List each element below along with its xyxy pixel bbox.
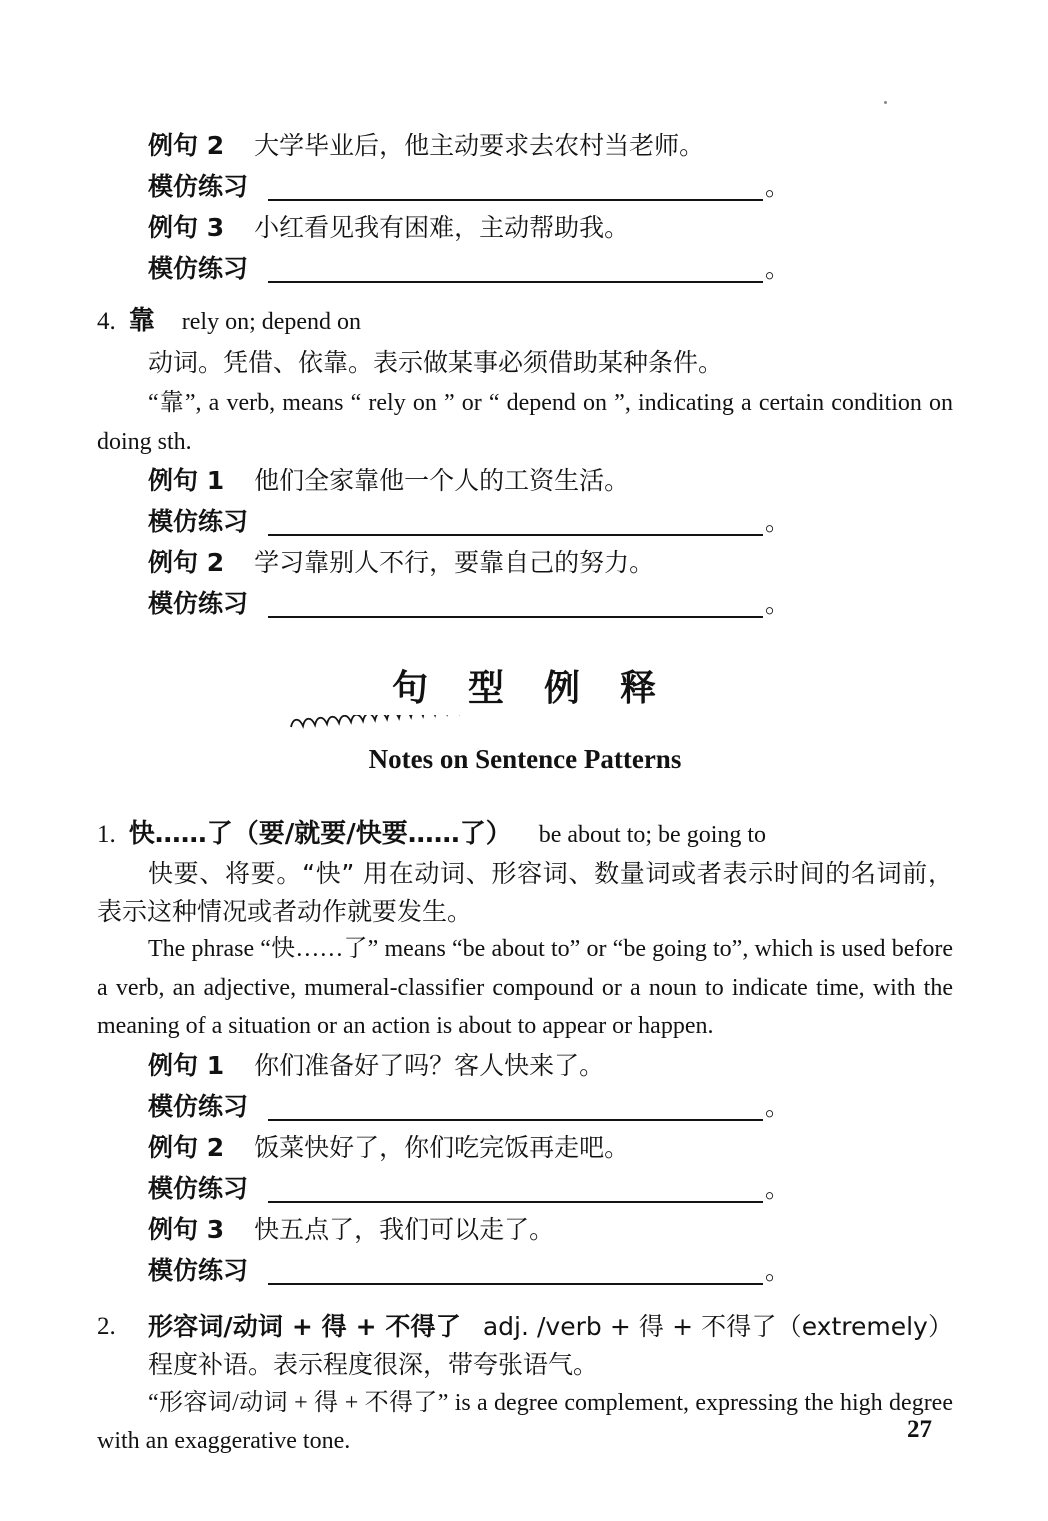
example-sentence: 大学毕业后，他主动要求去农村当老师。: [254, 131, 705, 160]
example-sentence: 学习靠别人不行，要靠自己的努力。: [254, 548, 655, 577]
practice-period: 。: [765, 1091, 791, 1121]
section-heading: [97, 300, 953, 342]
practice-row: [148, 1251, 953, 1292]
english-definition: “形容词/动词 + 得 + 不得了” is a degree complement, expressing the high degree with an exaggerative tone.: [97, 1389, 953, 1454]
section-4-kao: [97, 300, 953, 625]
practice-period: 。: [765, 507, 791, 536]
page-number: 27: [907, 1416, 932, 1443]
example-label: 例句 3: [148, 1214, 225, 1244]
squiggle-divider: [97, 715, 953, 736]
practice-label: 模仿练习: [148, 254, 249, 283]
practice-blank-line: [268, 616, 763, 618]
example-row: [148, 208, 953, 249]
note-2-budeliao: [97, 1308, 953, 1461]
practice-blank-line: [268, 281, 763, 283]
practice-blank-line: [268, 1283, 763, 1285]
squiggle-divider-icon: [290, 715, 760, 731]
practice-blank-line: [268, 199, 763, 201]
note-pattern: 形容词/动词 + 得 + 不得了: [148, 1311, 461, 1341]
example-sentence: 他们全家靠他一个人的工资生活。: [254, 466, 630, 495]
note-pattern: 快……了（要/就要/快要……了）: [128, 819, 512, 849]
note-pattern-description: adj. /verb + 得 + 不得了（extremely）程度补语。表示程度很深，带夸张语气。: [148, 1311, 953, 1379]
practice-label: 模仿练习: [148, 589, 249, 618]
example-sentence: 你们准备好了吗？客人快来了。: [254, 1050, 605, 1080]
example-label: 例句 1: [148, 466, 225, 495]
notes-english-title: Notes on Sentence Patterns: [368, 744, 682, 774]
practice-period: 。: [765, 254, 791, 283]
example-label: 例句 2: [148, 1132, 225, 1162]
example-label: 例句 2: [148, 548, 225, 577]
practice-label: 模仿练习: [148, 1255, 249, 1285]
note-heading: [97, 813, 953, 855]
practice-row: [148, 1087, 953, 1128]
practice-period: 。: [765, 1173, 791, 1203]
practice-blank-line: [268, 1119, 763, 1121]
note-number: 2.: [97, 1312, 116, 1340]
english-definition: “靠”, a verb, means “ rely on ” or “ depend on ”, indicating a certain condition on doing sth.: [97, 390, 953, 455]
practice-label: 模仿练习: [148, 1091, 249, 1121]
practice-period: 。: [765, 589, 791, 618]
previous-section-examples: [97, 0, 953, 290]
note-heading: [97, 1308, 953, 1384]
chinese-definition: 快要、将要。“快” 用在动词、形容词、数量词或者表示时间的名词前，表示这种情况或者动作就要发生。: [97, 859, 953, 926]
chinese-definition: 动词。凭借、依靠。表示做某事必须借助某种条件。: [148, 348, 724, 377]
example-label: 例句 1: [148, 1050, 225, 1080]
practice-row: [148, 502, 953, 543]
practice-row: [148, 584, 953, 625]
example-label: 例句 2: [148, 131, 225, 160]
example-row: [148, 126, 953, 167]
note-1-kuai-le: [97, 813, 953, 1292]
notes-chinese-title: 句 型 例 释: [391, 668, 658, 709]
section-headword: 靠: [128, 306, 155, 336]
example-row: [148, 1128, 953, 1169]
page-content: [97, 0, 953, 1461]
practice-label: 模仿练习: [148, 1173, 249, 1203]
example-label: 例句 3: [148, 213, 225, 242]
practice-blank-line: [268, 534, 763, 536]
practice-label: 模仿练习: [148, 507, 249, 536]
section-number: 4.: [97, 308, 116, 335]
example-row: [148, 543, 953, 584]
practice-label: 模仿练习: [148, 172, 249, 201]
practice-blank-line: [268, 1201, 763, 1203]
practice-row: [148, 1169, 953, 1210]
practice-period: 。: [765, 1255, 791, 1285]
example-sentence: 小红看见我有困难，主动帮助我。: [254, 213, 630, 242]
example-row: [148, 1210, 953, 1251]
example-sentence: 快五点了，我们可以走了。: [254, 1214, 555, 1244]
practice-row: [148, 249, 953, 290]
note-number: 1.: [97, 821, 116, 848]
example-sentence: 饭菜快好了，你们吃完饭再走吧。: [254, 1132, 630, 1162]
practice-period: 。: [765, 172, 791, 201]
note-gloss: be about to; be going to: [538, 822, 767, 848]
example-row: [148, 461, 953, 502]
scan-speck: [884, 101, 887, 104]
example-row: [148, 1046, 953, 1087]
section-gloss: rely on; depend on: [181, 309, 362, 335]
english-definition: The phrase “快……了” means “be about to” or “be going to”, which is used before a verb, an adjective, mumeral-classifier compound or a noun to indicate time, with the meaning of a situation or an action is about to appear or happen.: [97, 936, 953, 1039]
practice-row: [148, 167, 953, 208]
